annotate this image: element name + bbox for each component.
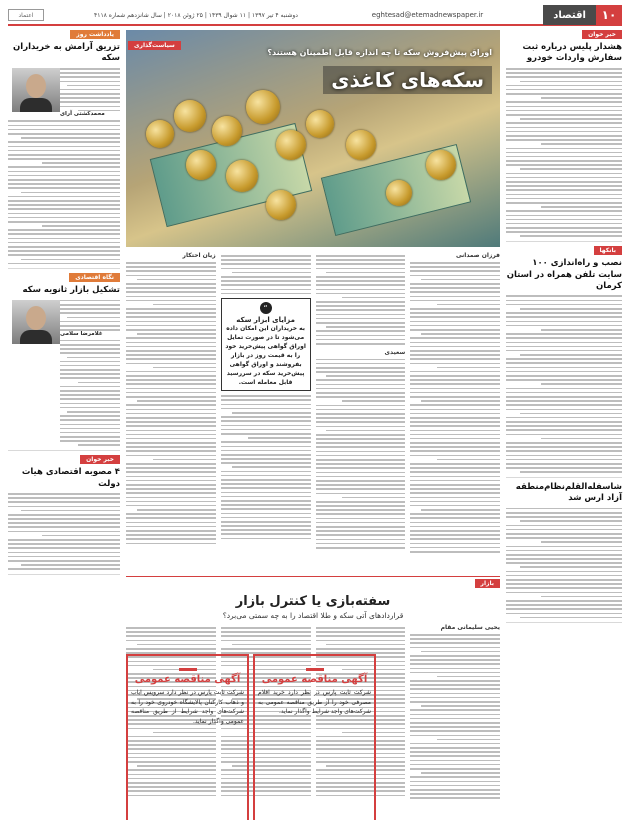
article-title: هشدار پلیس درباره ثبت سفارش واردات خودرو — [522, 42, 622, 64]
page-header — [8, 6, 622, 26]
pull-quote-text: به خریداران این امکان داده می‌شود تا در صورت تمایل اوراق گواهی پیش‌خرید خود را به قیمت روز در بازار بفروشند و اوراق گواهی پیش‌خرید سکه در سررسید قابل معامله است. — [225, 325, 306, 387]
opinion-2 — [8, 273, 120, 451]
ad-body: شرکت ثابت پارس در نظر دارد خرید اقلام مصرفی خود را از طریق مناقصه عمومی به شرکت‌های واجد شرایط واگذار نماید. — [258, 689, 371, 716]
coin-shape — [186, 150, 216, 180]
news-brief-left — [8, 455, 120, 575]
news-brief-1 — [506, 30, 622, 242]
section-tag: خبر خوان — [80, 455, 120, 464]
section-tag: نگاه اقتصادی — [69, 273, 120, 282]
article-title: شاسفله‌القلم‌نظام‌منطقه آزاد ارس شد — [515, 481, 622, 504]
company-logo — [306, 659, 324, 671]
author-photo — [12, 300, 60, 344]
lead-kicker: اوراق پیش‌فروش سکه تا چه اندازه قابل اطمینان هستند؟ — [267, 48, 492, 57]
subhead: زیان احتکار — [182, 252, 216, 259]
lead-headline: سکه‌های کاغذی — [323, 66, 492, 94]
quote-icon: “ — [260, 302, 272, 314]
article-body — [506, 68, 622, 237]
article-column — [410, 252, 500, 576]
coin-shape — [306, 110, 334, 138]
ad-title: آگهی مناقصه عمومی — [134, 674, 241, 685]
byline: فرزان صمدانی — [455, 252, 500, 259]
author-photo — [12, 68, 60, 112]
article-body — [506, 508, 622, 618]
section-tag: خبر خوان — [582, 30, 622, 39]
coin-shape — [386, 180, 412, 206]
market-headline: سفته‌بازی یا کنترل بازار — [235, 594, 391, 609]
pull-quote-title: مزایای ابزار سکه — [236, 316, 295, 325]
news-brief-2 — [506, 246, 622, 478]
lead-article — [126, 252, 500, 576]
ad-title: آگهی مناقصه عمومی — [261, 674, 368, 685]
section-tag: بانکها — [594, 246, 622, 255]
section-tag: سیاست‌گذاری — [128, 41, 181, 50]
article-column — [410, 624, 500, 820]
tender-ad-left — [253, 654, 376, 820]
coin-shape — [426, 150, 456, 180]
market-subhead: قراردادهای آتی سکه و طلا اقتصاد را به چه سمتی می‌برد؟ — [222, 611, 404, 620]
coin-shape — [246, 90, 280, 124]
news-brief-3 — [506, 482, 622, 623]
article-title: نصب و راه‌اندازی ۱۰۰ سایت تلفن همراه در استان کرمان — [506, 258, 622, 291]
article-title: ۴ مصوبه اقتصادی هیات دولت — [21, 467, 120, 489]
dateline: دوشنبه ۴ تیر ۱۳۹۷ | ۱۱ شوال ۱۴۳۹ | ۲۵ ژوئن ۲۰۱۸ | سال شانزدهم شماره ۴۱۱۸ — [94, 11, 298, 19]
article-title: تشکیل بازار ثانویه سکه — [22, 285, 120, 296]
left-column — [8, 30, 120, 812]
coin-shape — [346, 130, 376, 160]
article-body — [506, 295, 622, 472]
company-logo — [179, 659, 197, 671]
site-email: eghtesad@etemadnewspaper.ir — [371, 11, 484, 19]
ads-row — [126, 650, 376, 820]
opinion-1 — [8, 30, 120, 269]
lead-photo — [126, 30, 500, 247]
byline: یحیی سلیمانی مقام — [440, 624, 500, 631]
coin-shape — [266, 190, 296, 220]
tender-ad-right — [126, 654, 249, 820]
newspaper-logo: اعتماد — [8, 9, 44, 21]
author-name: غلامرضا سلامی — [60, 330, 103, 337]
page-number: ۱۰ — [596, 5, 622, 25]
right-column — [506, 30, 622, 812]
coin-shape — [226, 160, 258, 192]
section-tag: یادداشت روز — [70, 30, 120, 39]
article-column — [126, 252, 216, 576]
coin-shape — [174, 100, 206, 132]
article-column — [316, 252, 406, 576]
author-name: محمدکشتی آرای — [60, 111, 105, 118]
pull-quote — [221, 298, 311, 391]
section-tag: بازار — [475, 579, 500, 588]
sub-byline: سعیدی — [384, 348, 406, 356]
coin-shape — [276, 130, 306, 160]
coin-shape — [212, 116, 242, 146]
section-name: اقتصاد — [543, 5, 596, 25]
coin-shape — [146, 120, 174, 148]
ad-body: شرکت ثابت پارس در نظر دارد سرویس ایاب و ذهاب کارکنان پالایشگاه خودروی خود را به شرکت‌های واجد شرایط از طریق مناقصه عمومی واگذار نماید. — [131, 689, 244, 725]
article-title: تزریق آرامش به خریداران سکه — [13, 42, 120, 64]
article-column — [221, 252, 311, 576]
